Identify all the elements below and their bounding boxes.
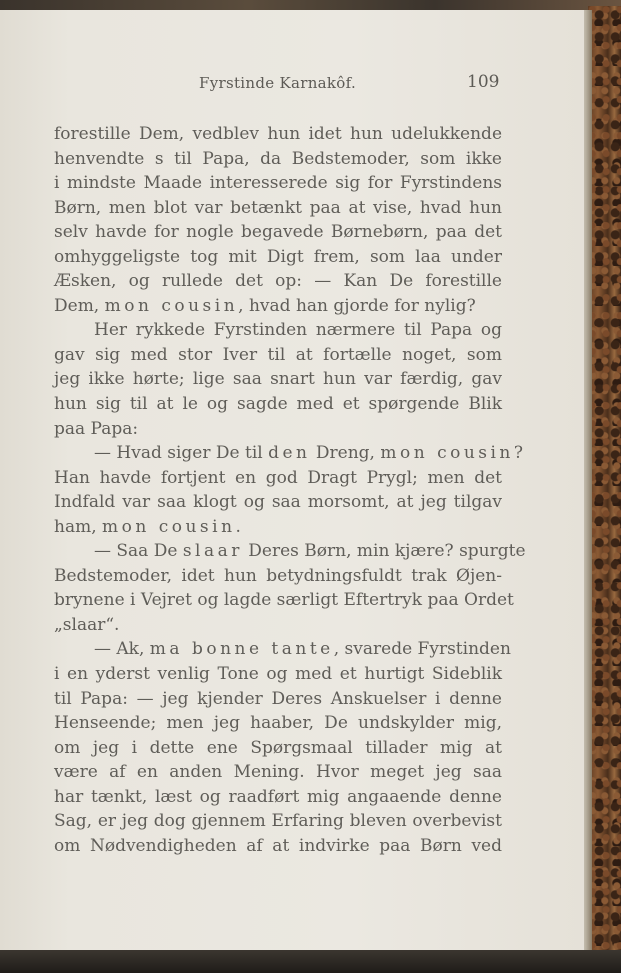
text-segment: til Papa: — jeg kjender Deres Anskuelser i denne [54,688,502,709]
text-segment: forestille Dem, vedblev hun idet hun udelukkende [54,124,502,144]
text-line [54,318,502,343]
text-segment: — Ak, [94,639,150,660]
text-line [54,122,502,147]
bottom-page-edge [0,950,621,973]
text-line [54,613,502,638]
text-segment: Dreng, [310,443,381,464]
text-segment: har tænkt, læst og raadført mig angaaende denne [54,786,502,807]
text-segment: om Nødvendigheden af at indvirke paa Børn ved [54,835,502,856]
spaced-word: slaar [182,541,243,562]
text-segment: paa Papa: [54,418,139,439]
text-line [54,760,502,785]
text-line [54,711,502,736]
text-segment: . [235,516,241,537]
text-segment: — Saa De [94,541,183,562]
text-line [54,785,502,810]
text-line [54,687,502,712]
text-segment: Bedstemoder, idet hun betydningsfuldt trak Øjen- [54,565,502,586]
text-line [54,564,502,589]
text-line [54,662,502,687]
text-segment: Børn, men blot var betænkt paa at vise, hvad hun [54,197,502,218]
text-line [54,637,511,662]
text-segment: i mindste Maade interesserede sig for Fyrstindens [54,173,502,194]
text-segment: være af en anden Mening. Hvor meget jeg saa [54,762,502,783]
text-segment: Dem, [54,295,105,316]
text-segment: „slaar“. [54,614,120,635]
text-line [54,269,502,294]
text-segment: jeg ikke hørte; lige saa snart hun var færdig, gav [54,369,502,390]
text-segment: omhyggeligste tog mit Digt frem, som laa under [54,246,502,267]
text-segment: Han havde fortjent en god Dragt Prygl; men det [54,467,502,488]
book-page [0,10,584,950]
text-segment: Æsken, og rullede det op: — Kan De forestille [54,271,502,292]
text-line [54,171,502,196]
text-segment: , hvad han gjorde for nylig? [238,295,476,316]
text-line [54,196,502,221]
book-cover-edge [588,6,621,951]
text-line [54,834,502,859]
text-segment: i en yderst venlig Tone og med et hurtigt Sideblik [54,664,502,685]
spaced-word: mon cousin [104,295,239,316]
text-line [54,147,502,172]
text-line [54,367,502,392]
text-line [54,539,526,564]
text-segment: hun sig til at le og sagde med et spørgende Blik [54,394,502,415]
running-head: Fyrstinde Karnakôf. [199,74,357,92]
spaced-word: ma bonne tante [149,639,334,660]
page-number: 109 [467,72,500,92]
text-line [54,736,502,761]
text-line [54,588,514,613]
text-line [54,441,524,466]
text-segment: Deres Børn, min kjære? spurgte [242,541,526,562]
text-segment: ? [513,443,524,464]
text-line [54,490,502,515]
body-text [54,122,526,858]
text-line [54,343,502,368]
spaced-word: mon cousin [102,516,236,537]
text-line [54,245,502,270]
text-segment: — Hvad siger De til [94,443,269,464]
text-segment: Sag, er jeg dog gjennem Erfaring bleven overbevist [54,811,502,832]
spaced-word: mon cousin [380,443,514,464]
text-line [54,220,502,245]
text-line [54,809,502,834]
text-segment: om jeg i dette ene Spørgsmaal tillader mig at [54,737,502,758]
text-line [54,392,502,417]
text-line [54,294,502,319]
text-segment: Indfald var saa klogt og saa morsomt, at jeg tilgav [54,492,502,513]
text-line [54,466,502,491]
text-segment: selv havde for nogle begavede Børnebørn, paa det [54,222,502,243]
text-segment: Henseende; men jeg haaber, De undskylder mig, [54,713,502,734]
text-line [54,417,502,442]
text-segment: , svarede Fyrstinden [333,639,511,660]
text-segment: brynene i Vejret og lagde særligt Eftertryk paa Ordet [54,590,514,611]
text-segment: gav sig med stor Iver til at fortælle noget, som [54,344,502,365]
text-segment: Her rykkede Fyrstinden nærmere til Papa og [94,320,502,341]
text-segment: ham, [54,516,103,537]
text-line [54,515,502,540]
text-segment: henvendte s til Papa, da Bedstemoder, som ikke [54,148,502,169]
spaced-word: den [268,443,311,464]
